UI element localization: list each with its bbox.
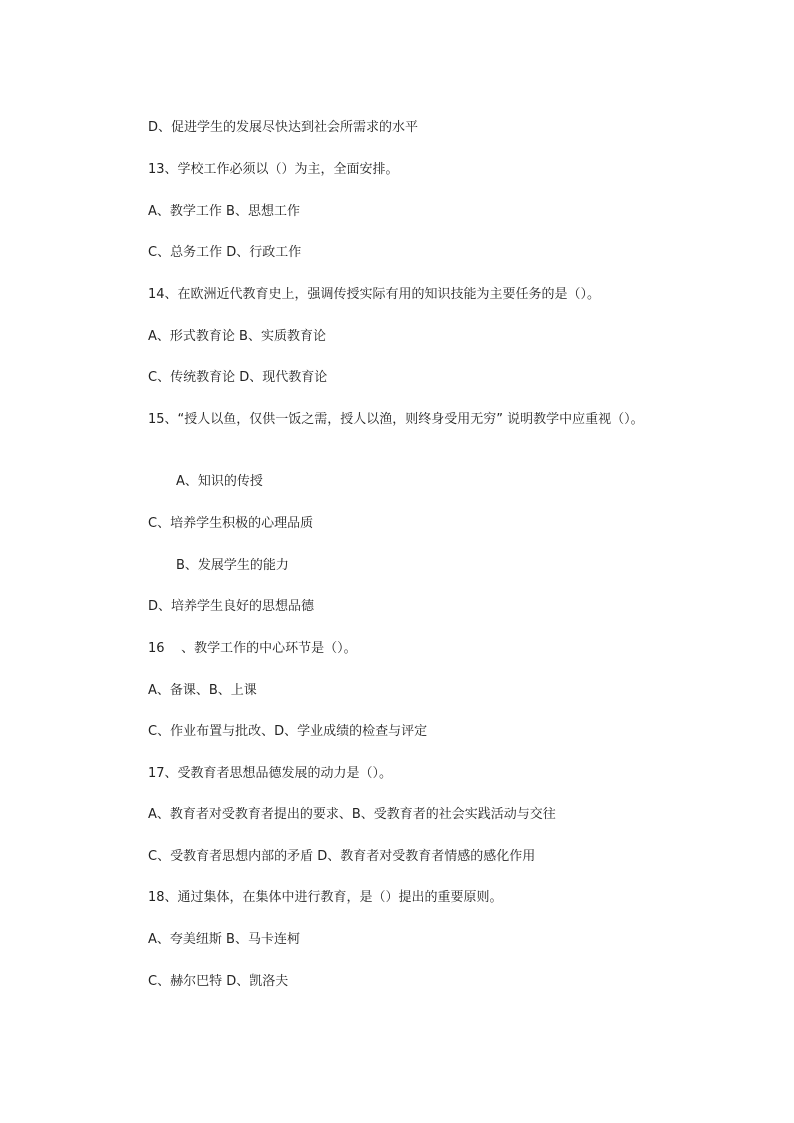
options-q14-cd: C、传统教育论 D、现代教育论: [148, 370, 328, 385]
question-13: 13、学校工作必须以（）为主，全面安排。: [148, 162, 399, 177]
options-q18-ab: A、夸美纽斯 B、马卡连柯: [148, 932, 300, 947]
question-14: 14、在欧洲近代教育史上，强调传授实际有用的知识技能为主要任务的是（）。: [148, 287, 601, 302]
question-17: 17、受教育者思想品德发展的动力是（）。: [148, 766, 393, 781]
options-q16-cd: C、作业布置与批改、D、学业成绩的检查与评定: [148, 724, 428, 739]
option-q15-a: A、知识的传授: [176, 474, 263, 489]
options-q13-ab: A、教学工作 B、思想工作: [148, 204, 300, 219]
options-q17-cd: C、受教育者思想内部的矛盾 D、教育者对受教育者情感的感化作用: [148, 849, 536, 864]
options-q17-ab: A、教育者对受教育者提出的要求、B、受教育者的社会实践活动与交往: [148, 807, 556, 822]
options-q14-ab: A、形式教育论 B、实质教育论: [148, 329, 326, 344]
option-q15-d: D、培养学生良好的思想品德: [148, 599, 315, 614]
question-18: 18、通过集体，在集体中进行教育，是（）提出的重要原则。: [148, 890, 503, 905]
question-16: 16 、教学工作的中心环节是（）。: [148, 641, 357, 656]
option-line-q12-d: D、促进学生的发展尽快达到社会所需求的水平: [148, 120, 419, 135]
option-q15-c: C、培养学生积极的心理品质: [148, 516, 314, 531]
option-q15-b: B、发展学生的能力: [176, 558, 289, 573]
options-q16-ab: A、备课、B、上课: [148, 683, 257, 698]
options-q13-cd: C、总务工作 D、行政工作: [148, 245, 302, 260]
question-15: 15、“授人以鱼，仅供一饭之需，授人以渔，则终身受用无穷” 说明教学中应重视（）。: [148, 412, 644, 427]
options-q18-cd: C、赫尔巴特 D、凯洛夫: [148, 974, 289, 989]
